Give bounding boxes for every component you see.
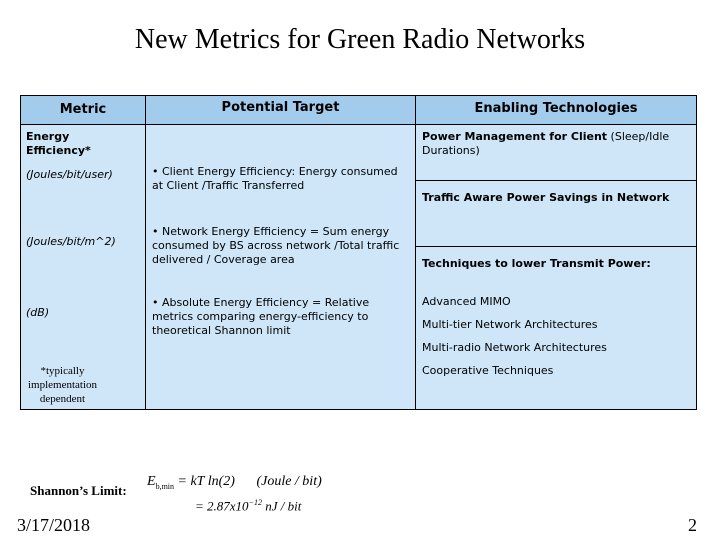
header-metric: Metric [59, 102, 107, 117]
metric-energy-efficiency: Energy Efficiency* [26, 130, 91, 157]
column-divider [415, 96, 416, 409]
equation-unit: (Joule / bit) [256, 474, 322, 489]
metric-unit-db: (dB) [26, 306, 50, 319]
energy-subscript: b,min [155, 481, 175, 491]
target-client-efficiency: • Client Energy Efficiency: Energy consumed at Client /Traffic Transferred [152, 165, 398, 192]
row-divider [416, 180, 696, 181]
enabling-traffic-aware: Traffic Aware Power Savings in Network [422, 191, 670, 204]
target-network-efficiency: • Network Energy Efficiency = Sum energy consumed by BS across network /Total traffic delivered / Coverage area [152, 225, 400, 266]
metrics-table [20, 95, 697, 410]
page-number: 2 [688, 515, 697, 535]
slide-date: 3/17/2018 [17, 515, 91, 535]
slide-title: New Metrics for Green Radio Networks [134, 24, 586, 55]
power-management-detail: (Sleep/Idle Durations) [422, 130, 670, 157]
equation-exponent: −12 [248, 498, 262, 507]
equation-value: = 2.87x10 [195, 498, 249, 514]
row-divider [416, 246, 696, 247]
enabling-item: Cooperative Techniques [422, 364, 554, 377]
shannon-equation [147, 472, 407, 520]
header-potential-target: Potential Target [221, 100, 340, 115]
equation-value-unit: nJ / bit [261, 498, 302, 514]
equation-line-1 [147, 474, 322, 491]
header-enabling-technologies: Enabling Technologies [474, 101, 638, 116]
equation-line-2 [195, 498, 301, 514]
metric-footnote: *typically implementation dependent [27, 365, 98, 405]
equation-rhs: = kT ln(2) [177, 474, 235, 489]
enabling-item: Advanced MIMO [422, 295, 511, 308]
enabling-lower-transmit-power: Techniques to lower Transmit Power: [422, 257, 651, 270]
power-management-title: Power Management for Client [422, 130, 608, 143]
shannon-label: Shannon’s Limit: [30, 483, 127, 498]
metric-unit-user: (Joules/bit/user) [26, 168, 113, 181]
metric-unit-area: (Joules/bit/m^2) [26, 235, 116, 248]
enabling-item: Multi-tier Network Architectures [422, 318, 598, 331]
enabling-power-management [422, 130, 692, 158]
enabling-item: Multi-radio Network Architectures [422, 341, 607, 354]
energy-symbol: E [147, 474, 156, 489]
target-absolute-efficiency: • Absolute Energy Efficiency = Relative metrics comparing energy-efficiency to theoretical Shannon limit [152, 296, 370, 337]
column-divider [145, 96, 146, 409]
